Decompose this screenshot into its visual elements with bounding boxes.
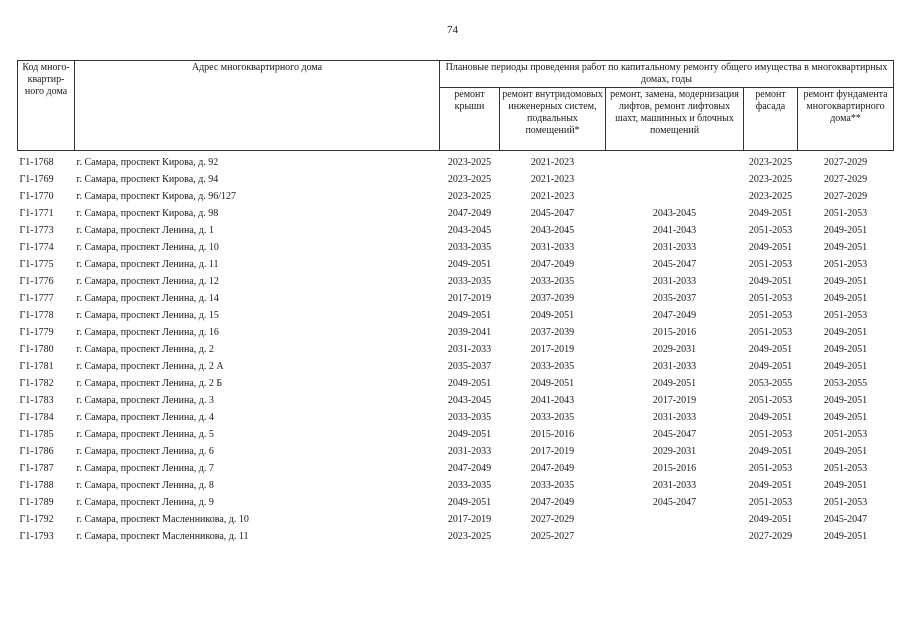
cell-roof: 2017-2019 (447, 292, 492, 304)
cell-facade: 2051-2053 (748, 224, 793, 236)
cell-address: г. Самара, проспект Ленина, д. 11 (76, 258, 219, 270)
cell-code: Г1-1789 (19, 496, 54, 508)
cell-foundation: 2049-2051 (823, 224, 868, 236)
cell-code: Г1-1779 (19, 326, 54, 338)
cell-code: Г1-1788 (19, 479, 54, 491)
table-row (18, 290, 894, 307)
header-code: Код много-квартир-ного дома (18, 61, 75, 151)
cell-engineering: 2047-2049 (530, 258, 575, 270)
cell-foundation: 2049-2051 (823, 292, 868, 304)
cell-lifts: 2047-2049 (652, 309, 697, 321)
cell-code: Г1-1793 (19, 530, 54, 542)
cell-facade: 2049-2051 (748, 275, 793, 287)
table-body (18, 151, 894, 546)
cell-lifts: 2031-2033 (652, 411, 697, 423)
table-row (18, 222, 894, 239)
cell-foundation: 2051-2053 (823, 428, 868, 440)
cell-code: Г1-1785 (19, 428, 54, 440)
cell-roof: 2049-2051 (447, 309, 492, 321)
cell-foundation: 2027-2029 (823, 190, 868, 202)
cell-lifts (606, 528, 744, 545)
cell-code: Г1-1768 (19, 156, 54, 168)
cell-facade: 2023-2025 (748, 173, 793, 185)
cell-roof: 2023-2025 (447, 530, 492, 542)
cell-facade: 2051-2053 (748, 292, 793, 304)
table-row (18, 324, 894, 341)
table-row (18, 256, 894, 273)
cell-facade: 2049-2051 (748, 343, 793, 355)
cell-code: Г1-1782 (19, 377, 54, 389)
cell-code: Г1-1780 (19, 343, 54, 355)
cell-foundation: 2049-2051 (823, 445, 868, 457)
table-row (18, 341, 894, 358)
table-row (18, 188, 894, 205)
cell-address: г. Самара, проспект Кирова, д. 96/127 (76, 190, 237, 202)
cell-facade: 2049-2051 (748, 513, 793, 525)
cell-address: г. Самара, проспект Ленина, д. 2 А (76, 360, 224, 372)
cell-code: Г1-1771 (19, 207, 54, 219)
cell-roof: 2033-2035 (447, 241, 492, 253)
cell-engineering: 2033-2035 (530, 479, 575, 491)
cell-lifts (606, 188, 744, 205)
cell-engineering: 2049-2051 (530, 309, 575, 321)
cell-address: г. Самара, проспект Ленина, д. 16 (76, 326, 219, 338)
cell-address: г. Самара, проспект Ленина, д. 7 (76, 462, 214, 474)
cell-lifts: 2045-2047 (652, 258, 697, 270)
cell-foundation: 2049-2051 (823, 326, 868, 338)
cell-lifts: 2031-2033 (652, 241, 697, 253)
table-row (18, 205, 894, 222)
cell-engineering: 2021-2023 (530, 173, 575, 185)
cell-roof: 2033-2035 (447, 411, 492, 423)
header-periods: Плановые периоды проведения работ по капитальному ремонту общего имущества в многоквартирных домах, годы (440, 61, 894, 88)
cell-foundation: 2051-2053 (823, 496, 868, 508)
cell-foundation: 2049-2051 (823, 275, 868, 287)
cell-facade: 2023-2025 (748, 190, 793, 202)
cell-foundation: 2051-2053 (823, 258, 868, 270)
cell-code: Г1-1778 (19, 309, 54, 321)
cell-roof: 2023-2025 (447, 173, 492, 185)
cell-facade: 2049-2051 (748, 360, 793, 372)
cell-engineering: 2037-2039 (530, 292, 575, 304)
cell-address: г. Самара, проспект Ленина, д. 6 (76, 445, 214, 457)
cell-roof: 2039-2041 (447, 326, 492, 338)
cell-lifts: 2015-2016 (652, 462, 697, 474)
cell-foundation: 2051-2053 (823, 462, 868, 474)
cell-foundation: 2049-2051 (823, 530, 868, 542)
page-number: 74 (447, 24, 458, 36)
cell-engineering: 2017-2019 (530, 445, 575, 457)
cell-lifts: 2045-2047 (652, 496, 697, 508)
cell-lifts: 2035-2037 (652, 292, 697, 304)
cell-facade: 2049-2051 (748, 241, 793, 253)
cell-foundation: 2027-2029 (823, 173, 868, 185)
table-row (18, 307, 894, 324)
table-row (18, 494, 894, 511)
cell-roof: 2035-2037 (447, 360, 492, 372)
cell-address: г. Самара, проспект Ленина, д. 15 (76, 309, 219, 321)
header-lifts: ремонт, замена, модернизация лифтов, ремонт лифтовых шахт, машинных и блочных помещений (606, 88, 744, 151)
cell-code: Г1-1775 (19, 258, 54, 270)
cell-roof: 2049-2051 (447, 377, 492, 389)
cell-roof: 2049-2051 (447, 258, 492, 270)
header-roof: ремонт крыши (440, 88, 500, 151)
cell-address: г. Самара, проспект Ленина, д. 8 (76, 479, 214, 491)
cell-facade: 2049-2051 (748, 445, 793, 457)
table-row (18, 409, 894, 426)
cell-engineering: 2049-2051 (530, 377, 575, 389)
cell-code: Г1-1786 (19, 445, 54, 457)
cell-facade: 2049-2051 (748, 207, 793, 219)
table-row (18, 477, 894, 494)
table-row (18, 358, 894, 375)
cell-lifts (606, 171, 744, 188)
cell-engineering: 2041-2043 (530, 394, 575, 406)
cell-lifts: 2031-2033 (652, 479, 697, 491)
cell-lifts: 2029-2031 (652, 343, 697, 355)
cell-facade: 2051-2053 (748, 258, 793, 270)
cell-roof: 2047-2049 (447, 207, 492, 219)
cell-roof: 2043-2045 (447, 224, 492, 236)
cell-address: г. Самара, проспект Ленина, д. 2 Б (76, 377, 223, 389)
cell-engineering: 2031-2033 (530, 241, 575, 253)
cell-roof: 2023-2025 (447, 156, 492, 168)
cell-engineering: 2027-2029 (530, 513, 575, 525)
cell-engineering: 2025-2027 (530, 530, 575, 542)
cell-foundation: 2049-2051 (823, 411, 868, 423)
cell-address: г. Самара, проспект Масленникова, д. 10 (76, 513, 249, 525)
cell-foundation: 2049-2051 (823, 241, 868, 253)
cell-facade: 2051-2053 (748, 428, 793, 440)
table-row (18, 426, 894, 443)
cell-lifts: 2045-2047 (652, 428, 697, 440)
cell-facade: 2051-2053 (748, 462, 793, 474)
cell-code: Г1-1773 (19, 224, 54, 236)
cell-code: Г1-1781 (19, 360, 54, 372)
table-row (18, 273, 894, 290)
cell-foundation: 2049-2051 (823, 394, 868, 406)
cell-facade: 2051-2053 (748, 496, 793, 508)
cell-address: г. Самара, проспект Ленина, д. 14 (76, 292, 219, 304)
cell-lifts (606, 151, 744, 172)
table-row (18, 171, 894, 188)
table-row (18, 375, 894, 392)
cell-facade: 2027-2029 (748, 530, 793, 542)
cell-address: г. Самара, проспект Ленина, д. 4 (76, 411, 214, 423)
cell-lifts: 2017-2019 (652, 394, 697, 406)
cell-address: г. Самара, проспект Кирова, д. 92 (76, 156, 219, 168)
cell-facade: 2051-2053 (748, 309, 793, 321)
cell-foundation: 2027-2029 (823, 156, 868, 168)
cell-engineering: 2047-2049 (530, 462, 575, 474)
cell-foundation: 2049-2051 (823, 479, 868, 491)
cell-code: Г1-1770 (19, 190, 54, 202)
cell-roof: 2047-2049 (447, 462, 492, 474)
table-row (18, 151, 894, 172)
cell-lifts (606, 511, 744, 528)
cell-code: Г1-1783 (19, 394, 54, 406)
cell-foundation: 2045-2047 (823, 513, 868, 525)
header-address: Адрес многоквартирного дома (75, 61, 440, 151)
table-row (18, 528, 894, 545)
cell-address: г. Самара, проспект Ленина, д. 12 (76, 275, 219, 287)
cell-address: г. Самара, проспект Ленина, д. 1 (76, 224, 214, 236)
cell-lifts: 2031-2033 (652, 360, 697, 372)
cell-engineering: 2015-2016 (530, 428, 575, 440)
cell-engineering: 2047-2049 (530, 496, 575, 508)
cell-engineering: 2033-2035 (530, 360, 575, 372)
cell-foundation: 2049-2051 (823, 343, 868, 355)
cell-facade: 2051-2053 (748, 394, 793, 406)
cell-roof: 2023-2025 (447, 190, 492, 202)
cell-engineering: 2021-2023 (530, 156, 575, 168)
cell-foundation: 2053-2055 (823, 377, 868, 389)
cell-lifts: 2049-2051 (652, 377, 697, 389)
cell-engineering: 2033-2035 (530, 411, 575, 423)
table-row (18, 239, 894, 256)
cell-facade: 2049-2051 (748, 411, 793, 423)
header-facade: ремонт фасада (744, 88, 798, 151)
cell-roof: 2033-2035 (447, 275, 492, 287)
cell-lifts: 2029-2031 (652, 445, 697, 457)
cell-address: г. Самара, проспект Масленникова, д. 11 (76, 530, 249, 542)
cell-engineering: 2033-2035 (530, 275, 575, 287)
cell-code: Г1-1774 (19, 241, 54, 253)
cell-engineering: 2045-2047 (530, 207, 575, 219)
cell-address: г. Самара, проспект Ленина, д. 2 (76, 343, 214, 355)
cell-lifts: 2015-2016 (652, 326, 697, 338)
cell-code: Г1-1792 (19, 513, 54, 525)
cell-roof: 2049-2051 (447, 496, 492, 508)
cell-facade: 2051-2053 (748, 326, 793, 338)
cell-address: г. Самара, проспект Ленина, д. 10 (76, 241, 219, 253)
cell-engineering: 2037-2039 (530, 326, 575, 338)
cell-roof: 2031-2033 (447, 445, 492, 457)
table-row (18, 392, 894, 409)
cell-address: г. Самара, проспект Ленина, д. 3 (76, 394, 214, 406)
table-row (18, 460, 894, 477)
table-row (18, 511, 894, 528)
cell-engineering: 2021-2023 (530, 190, 575, 202)
table-row (18, 443, 894, 460)
cell-code: Г1-1784 (19, 411, 54, 423)
cell-foundation: 2051-2053 (823, 207, 868, 219)
cell-engineering: 2017-2019 (530, 343, 575, 355)
header-foundation: ремонт фундамента многоквартирного дома** (798, 88, 894, 151)
cell-facade: 2049-2051 (748, 479, 793, 491)
cell-foundation: 2049-2051 (823, 360, 868, 372)
cell-facade: 2053-2055 (748, 377, 793, 389)
cell-lifts: 2041-2043 (652, 224, 697, 236)
cell-code: Г1-1777 (19, 292, 54, 304)
cell-roof: 2033-2035 (447, 479, 492, 491)
cell-roof: 2049-2051 (447, 428, 492, 440)
cell-address: г. Самара, проспект Ленина, д. 5 (76, 428, 214, 440)
header-engineering: ремонт внутридомовых инженерных систем, подвальных помещений* (500, 88, 606, 151)
cell-code: Г1-1787 (19, 462, 54, 474)
cell-foundation: 2051-2053 (823, 309, 868, 321)
cell-code: Г1-1769 (19, 173, 54, 185)
cell-roof: 2031-2033 (447, 343, 492, 355)
cell-address: г. Самара, проспект Кирова, д. 94 (76, 173, 219, 185)
cell-engineering: 2043-2045 (530, 224, 575, 236)
cell-address: г. Самара, проспект Ленина, д. 9 (76, 496, 214, 508)
cell-roof: 2017-2019 (447, 513, 492, 525)
cell-address: г. Самара, проспект Кирова, д. 98 (76, 207, 219, 219)
cell-roof: 2043-2045 (447, 394, 492, 406)
cell-lifts: 2031-2033 (652, 275, 697, 287)
table-header (18, 61, 894, 151)
capital-repair-schedule-table (17, 60, 894, 545)
cell-lifts: 2043-2045 (652, 207, 697, 219)
cell-code: Г1-1776 (19, 275, 54, 287)
cell-facade: 2023-2025 (748, 156, 793, 168)
